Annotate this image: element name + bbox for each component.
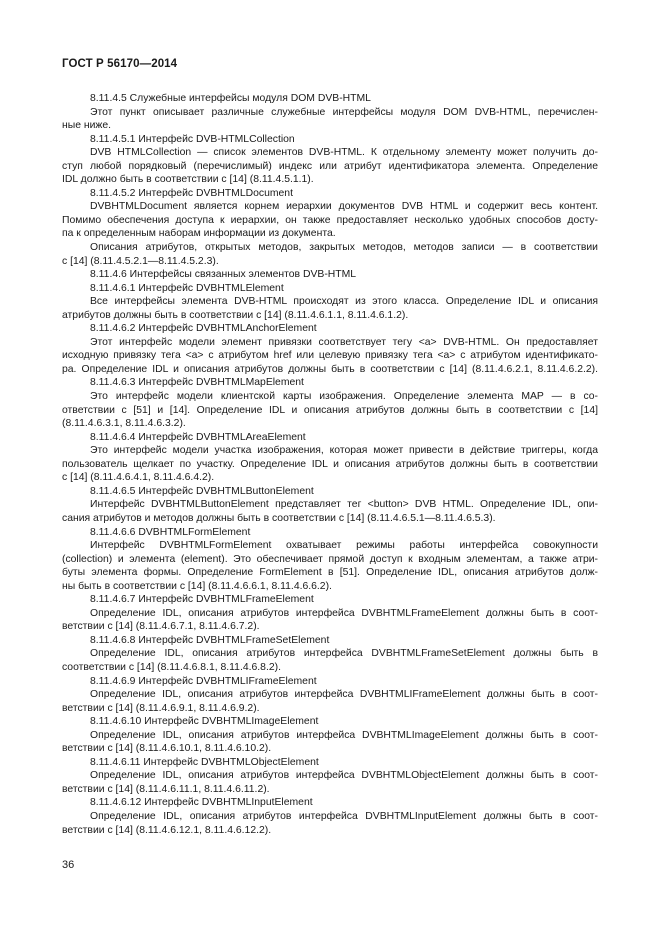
text-line: ветствии с [14] (8.11.4.6.9.1, 8.11.4.6.9.2). bbox=[62, 702, 260, 714]
text-line: Определение IDL, описания атрибутов интерфейса DVBHTMLInputElement должны быть в соот- bbox=[90, 810, 598, 822]
text-line: 8.11.4.5.2 Интерфейс DVBHTMLDocument bbox=[90, 187, 293, 199]
text-line: ра. Определение IDL и описания атрибутов должны быть в соответствии с [14] (8.11.4.6.2.1, 8.11.4.6.2.2). bbox=[62, 363, 598, 375]
text-line: ны быть в соответствии с [14] (8.11.4.6.6.1, 8.11.4.6.6.2). bbox=[62, 580, 332, 592]
page-number: 36 bbox=[62, 859, 75, 871]
text-line: 8.11.4.6.1 Интерфейс DVBHTMLElement bbox=[90, 282, 284, 294]
text-line: 8.11.4.5 Служебные интерфейсы модуля DOM DVB-HTML bbox=[90, 93, 371, 104]
text-line: ветствии с [14] (8.11.4.6.10.1, 8.11.4.6.10.2). bbox=[62, 743, 272, 755]
text-line: 8.11.4.6.11 Интерфейс DVBHTMLObjectElement bbox=[90, 756, 319, 768]
text-line: ветствии с [14] (8.11.4.6.11.1, 8.11.4.6.11.2). bbox=[62, 783, 270, 795]
text-line: ветствии с [14] (8.11.4.6.7.1, 8.11.4.6.7.2). bbox=[62, 621, 260, 633]
text-line: DVB HTMLCollection — список элементов DVB-HTML. К отдельному элементу может получить до- bbox=[90, 147, 598, 159]
text-line: Все интерфейсы элемента DVB-HTML происходят из этого класса. Определение IDL и описания bbox=[90, 296, 598, 308]
text-line: Интерфейс DVBHTMLFormElement охватывает режимы работы интерфейса совокупности bbox=[90, 540, 598, 552]
text-line: Определение IDL, описания атрибутов интерфейса DVBHTMLFrameSetElement должны быть в bbox=[90, 648, 598, 660]
text-line: 8.11.4.6.3 Интерфейс DVBHTMLMapElement bbox=[90, 377, 304, 389]
text-line: Интерфейс DVBHTMLButtonElement представляет тег <button> DVB HTML. Определение IDL, опи- bbox=[90, 499, 598, 511]
text-line: 8.11.4.6 Интерфейсы связанных элементов DVB-HTML bbox=[90, 269, 357, 281]
text-line: Определение IDL, описания атрибутов интерфейса DVBHTMLObjectElement должны быть в соот- bbox=[90, 770, 598, 782]
document-header: ГОСТ Р 56170—2014 bbox=[62, 58, 178, 70]
text-line: DVBHTMLDocument является корнем иерархии документов DVB HTML и содержит весь контент. bbox=[90, 201, 598, 213]
page-body bbox=[62, 92, 598, 837]
text-line: 8.11.4.6.2 Интерфейс DVBHTMLAnchorElement bbox=[90, 323, 317, 335]
text-line: Определение IDL, описания атрибутов интерфейса DVBHTMLIFrameElement должны быть в соот- bbox=[90, 689, 598, 701]
text-line: буты элемента формы. Определение FormElement в [51]. Определение IDL, описания атрибутов долж- bbox=[62, 567, 598, 579]
text-line: ветствии с [14] (8.11.4.6.12.1, 8.11.4.6.12.2). bbox=[62, 824, 272, 836]
text-line: Определение IDL, описания атрибутов интерфейса DVBHTMLFrameElement должны быть в соот- bbox=[90, 607, 598, 619]
text-line: сания атрибутов и методов должны быть в соответствии с [14] (8.11.4.6.5.1—8.11.4.6.5.3). bbox=[62, 512, 496, 524]
text-line: 8.11.4.6.9 Интерфейс DVBHTMLIFrameElement bbox=[90, 675, 317, 687]
text-line: 8.11.4.6.6 DVBHTMLFormElement bbox=[90, 526, 251, 538]
text-line: с [14] (8.11.4.6.4.1, 8.11.4.6.4.2). bbox=[62, 472, 215, 484]
text-line: 8.11.4.6.12 Интерфейс DVBHTMLInputElement bbox=[90, 797, 313, 809]
text-line: Это интерфейс модели участка изображения, которая может привести в действие триггеры, когда bbox=[90, 445, 598, 457]
text-line: Описания атрибутов, открытых методов, закрытых методов, методов записи — в соответствии bbox=[90, 242, 598, 254]
text-line: Это интерфейс модели клиентской карты изображения. Определение элемента MAP — в со- bbox=[90, 391, 598, 403]
text-line: соответствии с [14] (8.11.4.6.8.1, 8.11.4.6.8.2). bbox=[62, 661, 281, 673]
text-line: с [14] (8.11.4.5.2.1—8.11.4.5.2.3). bbox=[62, 255, 219, 267]
text-line: 8.11.4.6.10 Интерфейс DVBHTMLImageElement bbox=[90, 716, 319, 728]
text-line: 8.11.4.6.5 Интерфейс DVBHTMLButtonElement bbox=[90, 485, 314, 497]
text-line: 8.11.4.5.1 Интерфейс DVB-HTMLCollection bbox=[90, 133, 295, 145]
text-line: Этот интерфейс модели элемент привязки соответствует тегу <a> DVB-HTML. Он предоставляет bbox=[90, 336, 598, 348]
text-line: исходную привязку тега <a> с атрибутом href или целевую привязку тега <a> с атрибутом идентификато- bbox=[62, 350, 598, 362]
text-line: (8.11.4.6.3.1, 8.11.4.6.3.2). bbox=[62, 418, 186, 430]
text-line: 8.11.4.6.4 Интерфейс DVBHTMLAreaElement bbox=[90, 431, 306, 443]
text-line: Помимо обеспечения доступа к иерархии, он также предоставляет несколько удобных способов досту- bbox=[62, 214, 598, 226]
text-line: Определение IDL, описания атрибутов интерфейса DVBHTMLImageElement должны быть в соот- bbox=[90, 729, 598, 741]
text-line: IDL должно быть в соответствии с [14] (8.11.4.5.1.1). bbox=[62, 174, 314, 186]
text-line: пользователь щелкает по участку. Определение IDL и описания атрибутов должны быть в соответствии bbox=[62, 458, 598, 470]
text-line: ные ниже. bbox=[62, 120, 112, 132]
text-line: 8.11.4.6.8 Интерфейс DVBHTMLFrameSetElement bbox=[90, 634, 330, 646]
text-line: па к определенным наборам информации из документа. bbox=[62, 228, 336, 240]
text-line: 8.11.4.6.7 Интерфейс DVBHTMLFrameElement bbox=[90, 594, 314, 606]
text-line: Этот пункт описывает различные служебные интерфейсы модуля DOM DVB-HTML, перечислен- bbox=[90, 106, 598, 118]
text-line: ответствии с [51] и [14]. Определение IDL и описания атрибутов должны быть в соответствии с [14] bbox=[62, 404, 598, 416]
text-line: ступ любой порядковый (перечислимый) индекс или атрибут идентификатора элемента. Определение bbox=[62, 160, 598, 172]
text-line: атрибутов должны быть в соответствии с [14] (8.11.4.6.1.1, 8.11.4.6.1.2). bbox=[62, 309, 409, 321]
text-line: (collection) и элемента (element). Это обеспечивает прямой доступ к входным элементам, а также атри- bbox=[62, 553, 598, 565]
